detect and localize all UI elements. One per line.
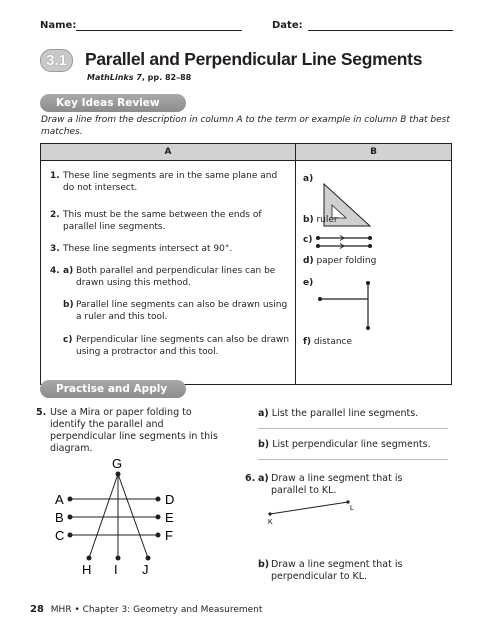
- a-item-sublabel: c): [63, 335, 73, 345]
- b-item-text: distance: [313, 337, 353, 347]
- b-item-text: ruler: [316, 215, 338, 225]
- line-segment-diagram: [52, 456, 192, 581]
- a-item-text: These line segments are in the same plane and do not intersect.: [63, 171, 278, 193]
- question-6a: [245, 473, 445, 497]
- label-g: G: [112, 456, 123, 471]
- segment-kl: [270, 502, 348, 514]
- b-item-label: d): [303, 256, 314, 266]
- point-c: [68, 533, 73, 538]
- reference-pages: , pp. 82–88: [141, 73, 192, 82]
- page-title: Parallel and Perpendicular Line Segments: [85, 49, 423, 69]
- a-item-3: [50, 243, 290, 255]
- question-sublabel: a): [258, 408, 269, 419]
- name-field[interactable]: [76, 20, 242, 31]
- page-number: 28: [30, 604, 44, 615]
- point-g: [116, 472, 121, 477]
- point-j: [146, 556, 151, 561]
- a-item-text: These line segments intersect at 90°.: [63, 244, 233, 254]
- b-item-b: [303, 215, 338, 225]
- label-j: J: [142, 562, 149, 577]
- label-a: A: [55, 492, 64, 507]
- answer-line-5a[interactable]: [258, 428, 448, 429]
- question-5b: [258, 439, 458, 451]
- label-b: B: [55, 510, 64, 525]
- label-d: D: [165, 492, 175, 507]
- question-text: Use a Mira or paper folding to identify the parallel and perpendicular line segments in this diagram.: [50, 407, 218, 454]
- segment-endpoint: [366, 281, 370, 285]
- column-a-header: A: [41, 144, 296, 161]
- footer-text: MHR • Chapter 3: Geometry and Measurement: [50, 605, 263, 615]
- a-item-sublabel: b): [63, 300, 74, 310]
- question-text: Draw a line segment that is perpendicular to KL.: [271, 559, 403, 582]
- point-k: [268, 512, 271, 515]
- a-item-4a: [50, 265, 290, 289]
- parallel-segments-icon: [315, 234, 375, 250]
- question-text: List perpendicular line segments.: [272, 439, 431, 450]
- label-e: E: [165, 510, 174, 525]
- practise-heading: Practise and Apply: [40, 380, 186, 398]
- question-text: Draw a line segment that is parallel to KL.: [271, 473, 403, 496]
- point-i: [116, 556, 121, 561]
- label-c: C: [55, 528, 65, 543]
- page-footer: [30, 604, 262, 615]
- a-item-4b: [63, 299, 293, 323]
- a-item-sublabel: a): [63, 266, 74, 276]
- b-item-label: e): [303, 278, 314, 288]
- textbook-reference: [87, 73, 191, 82]
- b-item-f: [303, 337, 352, 347]
- a-item-text: This must be the same between the ends of parallel line segments.: [63, 210, 262, 232]
- b-item-d: [303, 256, 376, 266]
- label-i: I: [114, 562, 118, 577]
- key-ideas-heading: Key Ideas Review: [40, 94, 186, 112]
- segment-gh: [89, 474, 118, 558]
- perpendicular-segments-icon: [318, 280, 378, 332]
- answer-line-5b[interactable]: [258, 459, 448, 460]
- label-h: H: [82, 562, 92, 577]
- a-item-number: 2.: [50, 210, 60, 220]
- segment-kl-diagram: [262, 496, 362, 528]
- a-item-number: 1.: [50, 171, 60, 181]
- b-item-e: [303, 278, 313, 288]
- instruction-text: Draw a line from the description in column A to the term or example in column B that best matches.: [41, 115, 450, 137]
- point-e: [156, 515, 161, 520]
- question-5: [36, 407, 241, 455]
- point-l: [346, 500, 349, 503]
- point-d: [156, 497, 161, 502]
- a-item-2: [50, 209, 290, 233]
- question-sublabel: b): [258, 439, 270, 450]
- b-item-label: a): [303, 174, 314, 184]
- segment-endpoint: [368, 244, 372, 248]
- point-b: [68, 515, 73, 520]
- b-item-label: f): [303, 337, 312, 347]
- segment-endpoint: [316, 236, 320, 240]
- point-a: [68, 497, 73, 502]
- date-field[interactable]: [308, 20, 453, 31]
- b-item-label: b): [303, 215, 314, 225]
- question-number: 5.: [36, 407, 47, 418]
- a-item-text: Parallel line segments can also be drawn using a ruler and this tool.: [76, 300, 288, 322]
- point-h: [87, 556, 92, 561]
- column-b-header: B: [296, 144, 452, 161]
- question-5a: [258, 408, 458, 420]
- b-item-c: [303, 235, 312, 245]
- section-number-badge: 3.1: [40, 49, 73, 72]
- label-f: F: [165, 528, 173, 543]
- b-item-a: [303, 174, 313, 184]
- question-text: List the parallel line segments.: [271, 408, 419, 419]
- b-item-text: paper folding: [316, 256, 377, 266]
- date-label: Date:: [272, 20, 303, 31]
- question-number: 6.: [245, 473, 256, 484]
- segment-endpoint: [316, 244, 320, 248]
- a-item-text: Both parallel and perpendicular lines can be drawn using this method.: [76, 266, 276, 288]
- name-label: Name:: [40, 20, 77, 31]
- segment-endpoint: [368, 236, 372, 240]
- a-item-number: 4.: [50, 266, 60, 276]
- a-item-text: Perpendicular line segments can also be drawn using a protractor and this tool.: [76, 335, 290, 357]
- segment-endpoint: [318, 297, 322, 301]
- a-item-number: 3.: [50, 244, 60, 254]
- a-item-1: [50, 170, 290, 194]
- question-6b: [258, 559, 448, 583]
- point-f: [156, 533, 161, 538]
- a-item-4c: [63, 334, 293, 358]
- label-k: K: [268, 519, 273, 526]
- segment-gj: [118, 474, 148, 558]
- question-sublabel: a): [258, 473, 269, 484]
- reference-book: MathLinks 7: [87, 73, 142, 82]
- question-sublabel: b): [258, 559, 270, 570]
- b-item-label: c): [303, 235, 313, 245]
- segment-endpoint: [366, 326, 370, 330]
- label-l: L: [350, 505, 354, 512]
